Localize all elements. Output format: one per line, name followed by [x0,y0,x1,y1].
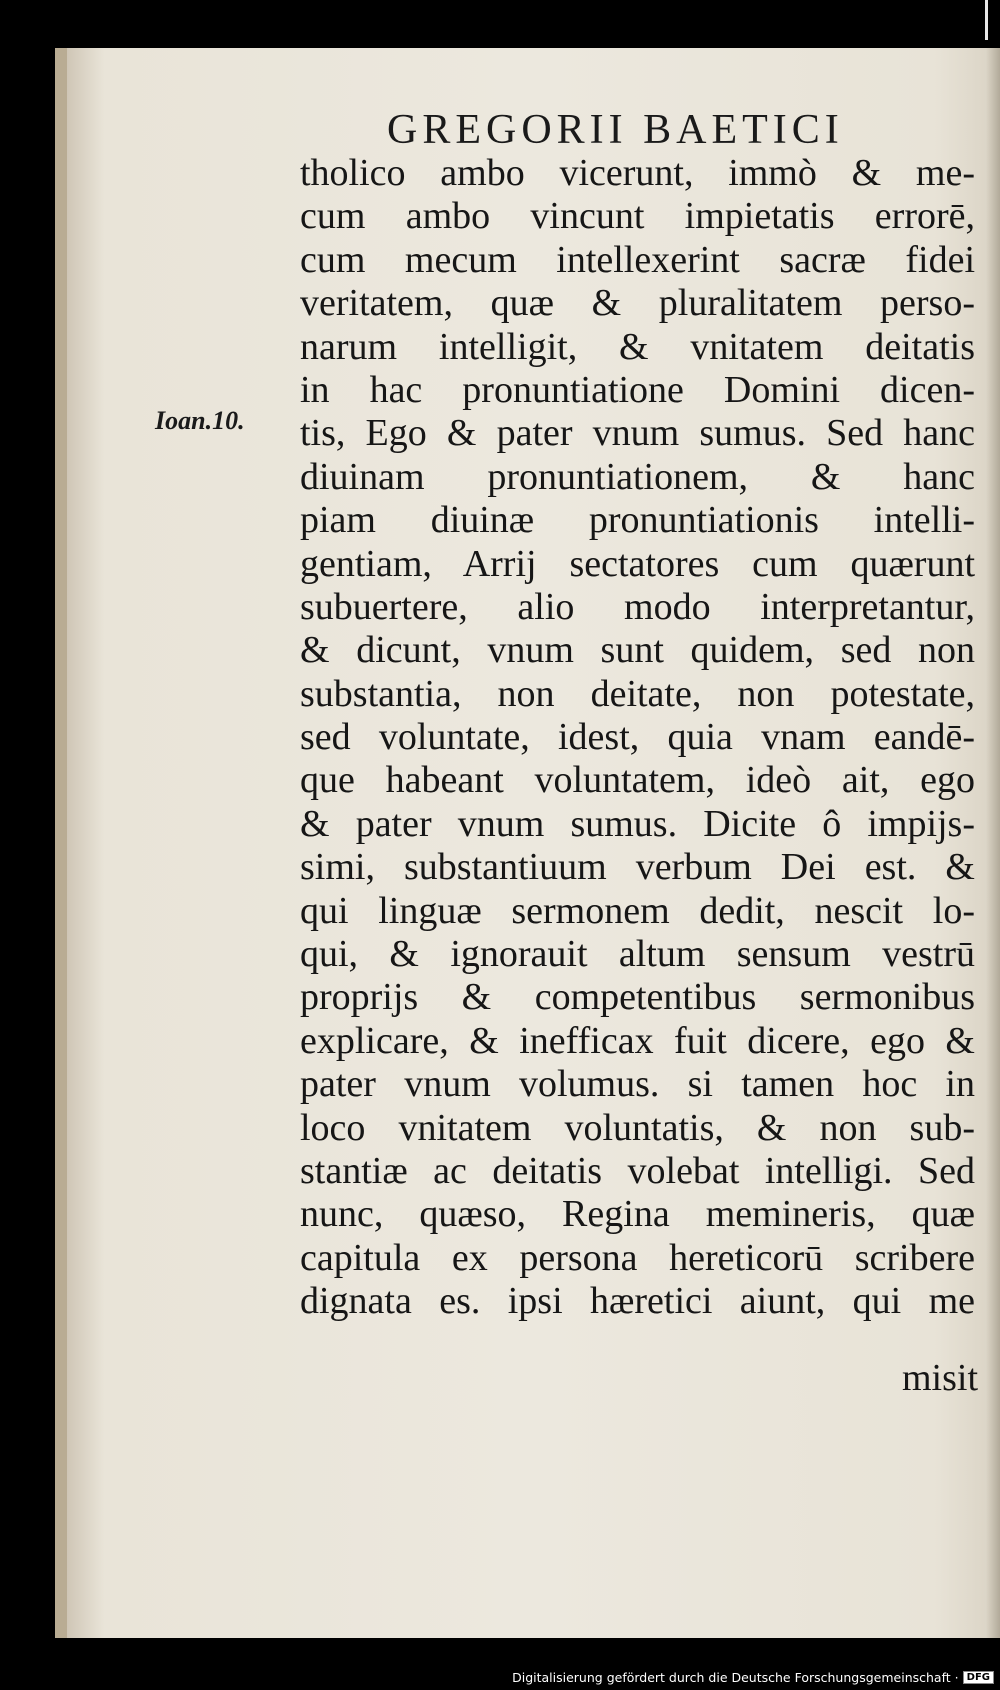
marginal-note: Ioan.10. [155,406,245,435]
dfg-logo-icon: DFG [963,1671,994,1684]
text-line: & pater vnum sumus. Dicite ô impijs- [300,802,975,845]
digitization-footer [512,1670,994,1685]
footer-text: Digitalisierung gefördert durch die Deutsche Forschungsgemeinschaft [512,1670,951,1685]
text-line: piam diuinæ pronuntiationis intelli- [300,499,975,542]
text-line: capitula ex persona hereticorū scribere [300,1236,975,1279]
text-line: dignata es. ipsi hæretici aiunt, qui me [300,1280,975,1323]
text-line: loco vnitatem voluntatis, & non sub- [300,1106,975,1149]
text-line: subuertere, alio modo interpretantur, [300,585,975,628]
text-line: sed voluntate, idest, quia vnam eandē- [300,716,975,759]
running-head: GREGORII BAETICI [387,107,844,153]
text-line: explicare, & inefficax fuit dicere, ego & [300,1019,975,1062]
footer-separator: · [954,1670,959,1685]
text-line: pater vnum volumus. si tamen hoc in [300,1063,975,1106]
text-line: substantia, non deitate, non potestate, [300,672,975,715]
text-line: tis, Ego & pater vnum sumus. Sed hanc [300,412,975,455]
text-line: cum mecum intellexerint sacræ fidei [300,238,975,281]
text-line: & dicunt, vnum sunt quidem, sed non [300,629,975,672]
text-line: simi, substantiuum verbum Dei est. & [300,846,975,889]
text-line: gentiam, Arrij sectatores cum quærunt [300,542,975,585]
text-line: cum ambo vincunt impietatis errorē, [300,195,975,238]
text-line: qui linguæ sermonem dedit, nescit lo- [300,889,975,932]
text-line: veritatem, quæ & pluralitatem perso- [300,282,975,325]
text-line: in hac pronuntiatione Domini dicen- [300,368,975,411]
text-line: qui, & ignorauit altum sensum vestrū [300,933,975,976]
body-text [300,152,975,1324]
text-line: narum intelligit, & vnitatem deitatis [300,325,975,368]
book-page [55,48,1000,1638]
text-line: tholico ambo vicerunt, immò & me- [300,152,975,194]
text-line: que habeant voluntatem, ideò ait, ego [300,759,975,802]
catchword: misit [902,1357,979,1399]
scan-edge-mark [985,0,988,40]
text-line: proprijs & competentibus sermonibus [300,976,975,1019]
text-line: nunc, quæso, Regina memineris, quæ [300,1193,975,1236]
text-line: diuinam pronuntiationem, & hanc [300,455,975,498]
text-line: stantiæ ac deitatis volebat intelligi. Sed [300,1149,975,1192]
